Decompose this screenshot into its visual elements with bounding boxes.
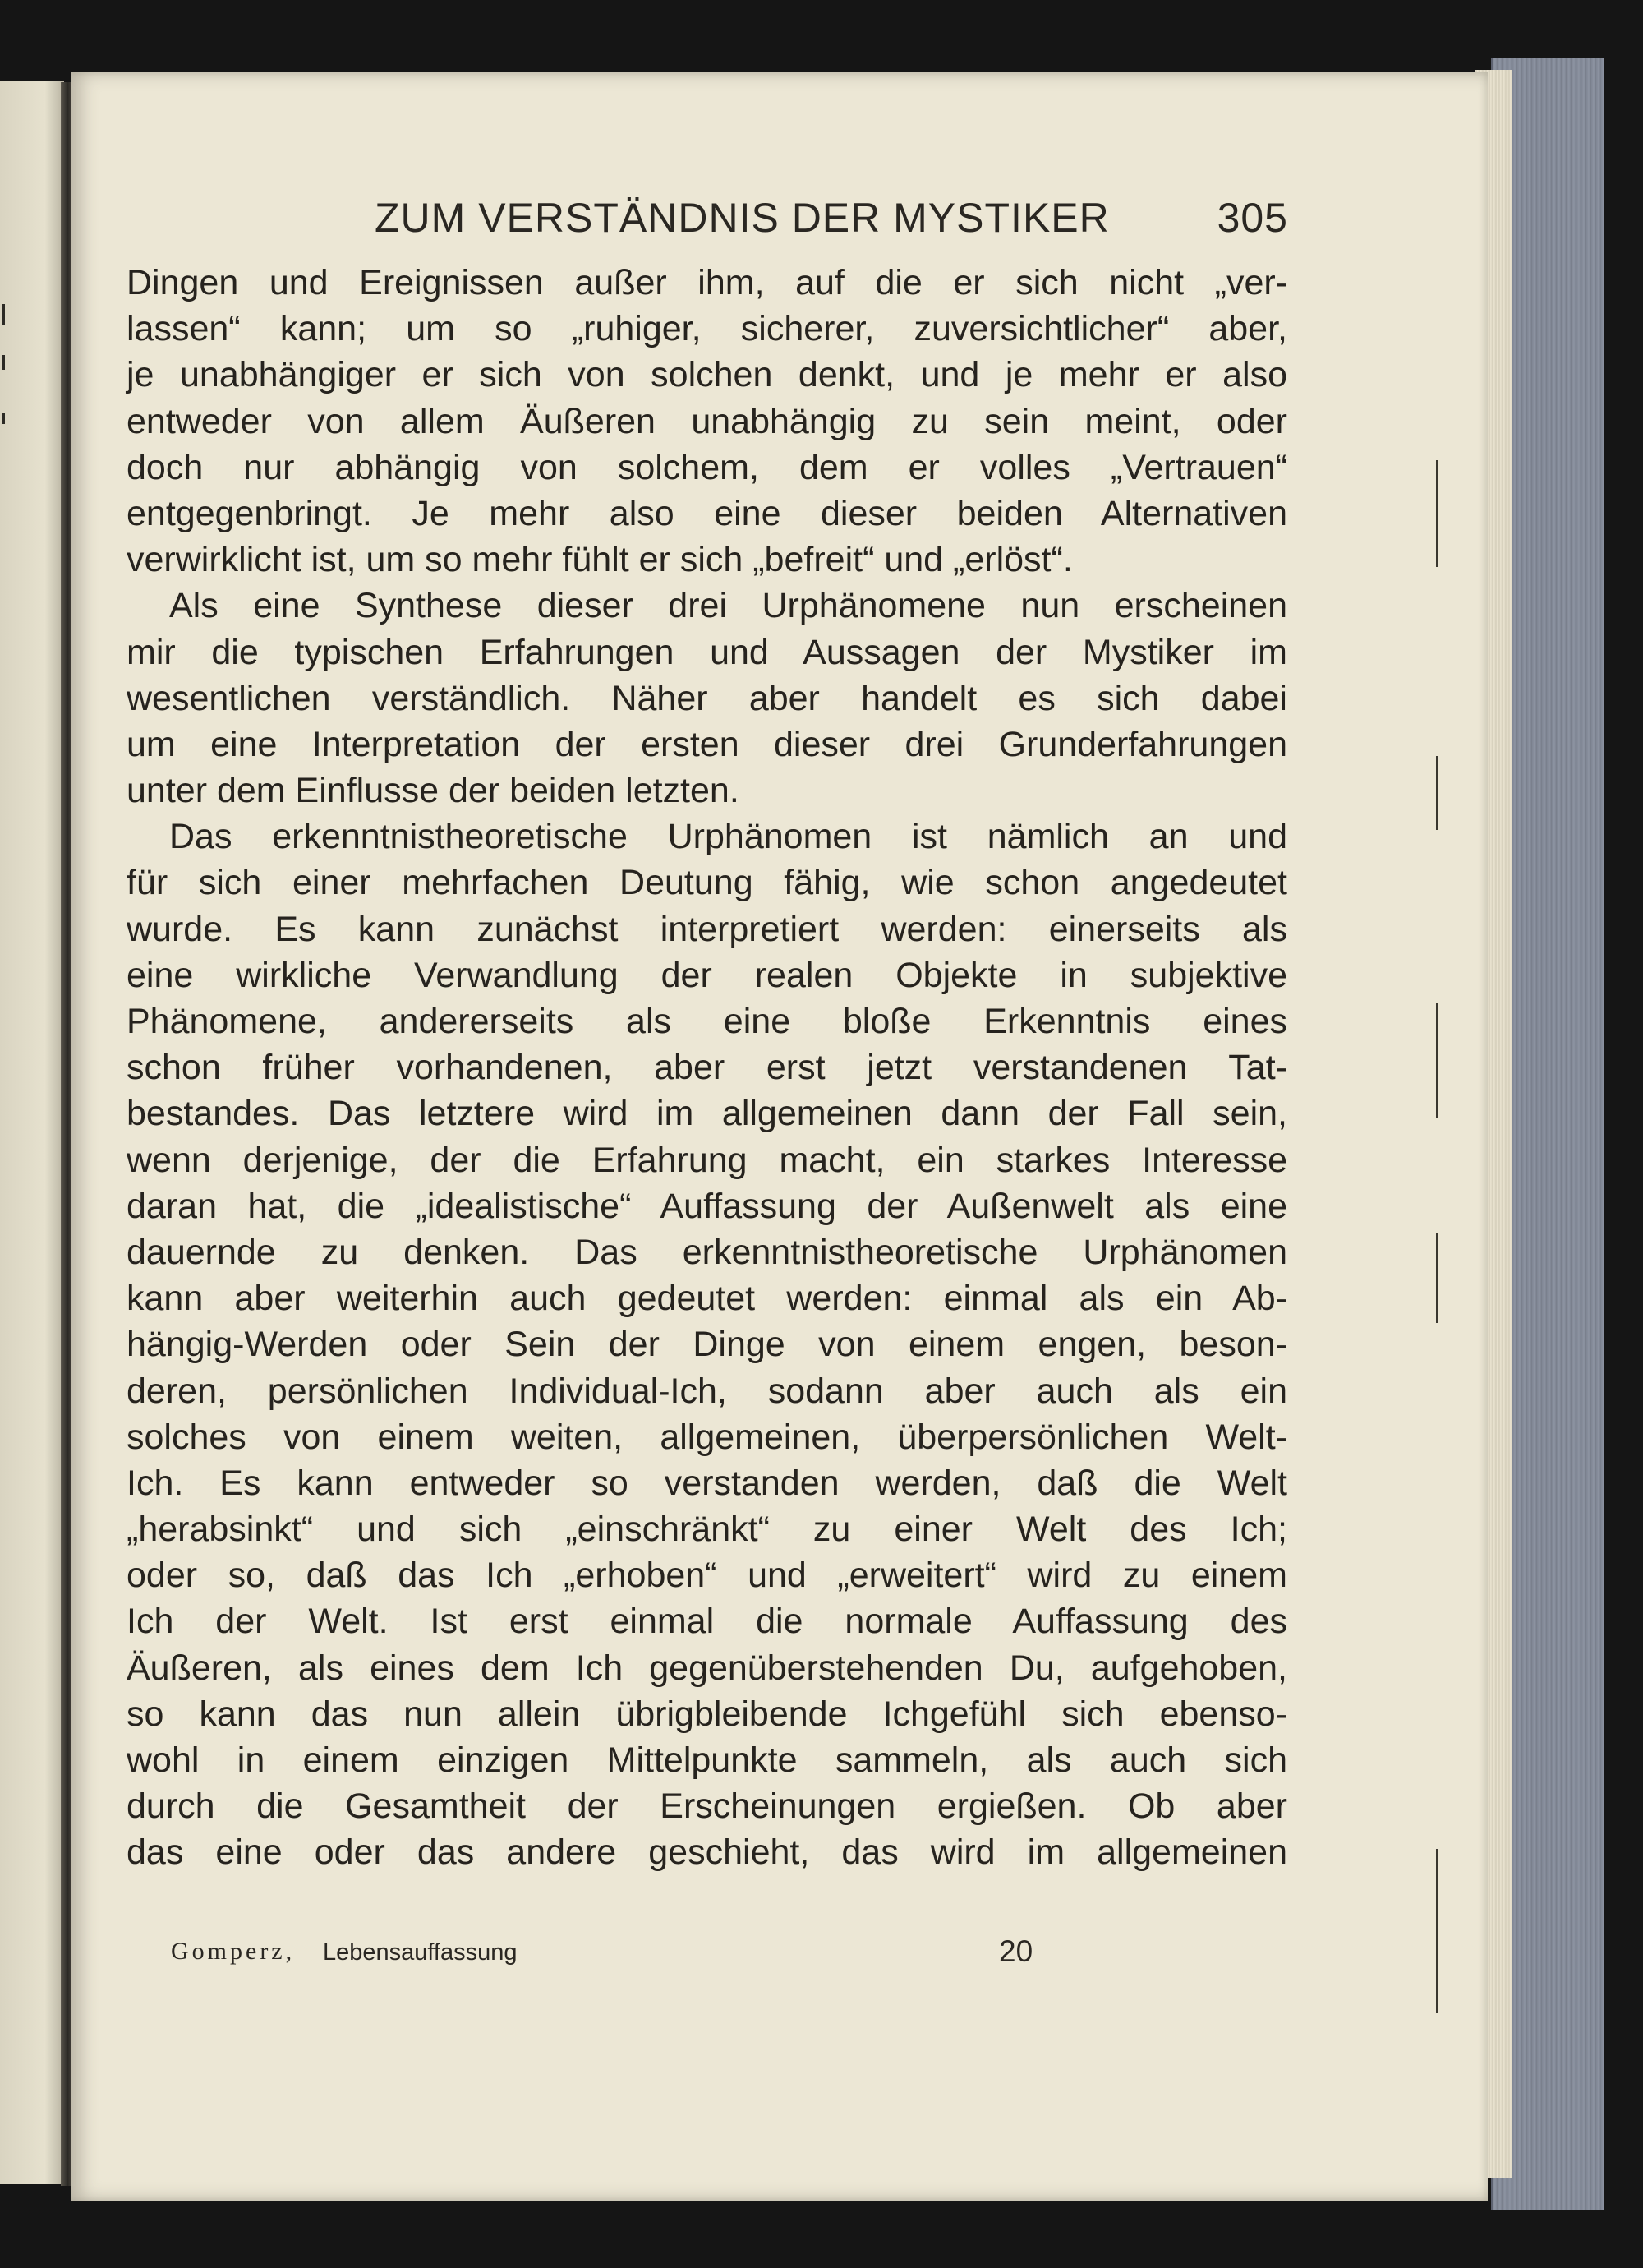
text-line: unter dem Einflusse der beiden letzten. [127, 771, 739, 811]
text-line: Ich. Es kann entweder so verstanden werden, daß die Welt [127, 1463, 1287, 1503]
text-line: Als eine Synthese dieser drei Urphänomene nun erscheinen [169, 586, 1287, 626]
text-line: wurde. Es kann zunächst interpretiert werden: einerseits als [127, 909, 1287, 949]
text-line: doch nur abhängig von solchem, dem er volles „Vertrauen“ [127, 447, 1287, 487]
text-line: verwirklicht ist, um so mehr fühlt er sich „befreit“ und „erlöst“. [127, 540, 1073, 580]
facing-page-edge [0, 81, 64, 2184]
page-edge-mark [1436, 1233, 1438, 1323]
text-line: lassen“ kann; um so „ruhiger, sicherer, zuversichtlicher“ aber, [127, 309, 1287, 349]
signature-mark: 20 [999, 1934, 1033, 1968]
text-line: entweder von allem Äußeren unabhängig zu sein meint, oder [127, 401, 1287, 441]
text-line: „herabsinkt“ und sich „einschränkt“ zu einer Welt des Ich; [127, 1510, 1287, 1550]
text-line: dauernde zu denken. Das erkenntnistheoretische Urphänomen [127, 1232, 1287, 1272]
facing-page-mark [2, 304, 5, 325]
page-header [301, 194, 1288, 251]
text-line: je unabhängiger er sich von solchen denkt, und je mehr er also [127, 355, 1287, 395]
text-line: wenn derjenige, der die Erfahrung macht, ein starkes Interesse [127, 1140, 1287, 1180]
page-number: 305 [1217, 195, 1288, 241]
text-line: eine wirkliche Verwandlung der realen Objekte in subjektive [127, 955, 1287, 995]
page-edge-mark [1436, 460, 1438, 567]
text-line: solches von einem weiten, allgemeinen, überpersönlichen Welt- [127, 1417, 1287, 1457]
text-line: Ich der Welt. Ist erst einmal die normale Auffassung des [127, 1602, 1287, 1642]
text-line: das eine oder das andere geschieht, das wird im allgemeinen [127, 1832, 1287, 1873]
book-page [71, 72, 1488, 2201]
footer-author: Gomperz, [171, 1938, 296, 1965]
text-line: entgegenbringt. Je mehr also eine dieser beiden Alternativen [127, 493, 1287, 533]
page-edge-mark [1436, 1849, 1438, 2013]
running-head: ZUM VERSTÄNDNIS DER MYSTIKER [375, 195, 1110, 241]
text-line: Phänomene, andererseits als eine bloße Erkenntnis eines [127, 1002, 1287, 1041]
text-line: deren, persönlichen Individual-Ich, sodann aber auch als ein [127, 1371, 1287, 1411]
text-line: hängig-Werden oder Sein der Dinge von einem engen, beson- [127, 1325, 1287, 1365]
text-line: mir die typischen Erfahrungen und Aussagen der Mystiker im [127, 632, 1287, 672]
text-line: schon früher vorhandenen, aber erst jetzt verstandenen Tat- [127, 1048, 1287, 1088]
text-line: um eine Interpretation der ersten dieser drei Grunderfahrungen [127, 724, 1287, 764]
body-text [127, 260, 1287, 1876]
page-footer [171, 1934, 1116, 1979]
text-line: Dingen und Ereignissen außer ihm, auf die er sich nicht „ver- [127, 263, 1287, 302]
footer-title: Lebensauffassung [323, 1939, 518, 1966]
text-line: Äußeren, als eines dem Ich gegenüberstehenden Du, aufgehoben, [127, 1648, 1287, 1688]
page-edge-mark [1436, 756, 1438, 830]
text-line: so kann das nun allein übrigbleibende Ichgefühl sich ebenso- [127, 1694, 1287, 1734]
facing-page-mark [2, 413, 5, 424]
page-edge-mark [1436, 1003, 1438, 1118]
text-line: bestandes. Das letztere wird im allgemeinen dann der Fall sein, [127, 1094, 1287, 1134]
facing-page-mark [2, 355, 5, 370]
text-line: durch die Gesamtheit der Erscheinungen ergießen. Ob aber [127, 1786, 1287, 1827]
text-line: daran hat, die „idealistische“ Auffassung der Außenwelt als eine [127, 1186, 1287, 1226]
text-line: Das erkenntnistheoretische Urphänomen ist nämlich an und [169, 817, 1287, 857]
text-line: kann aber weiterhin auch gedeutet werden: einmal als ein Ab- [127, 1279, 1287, 1319]
text-line: wohl in einem einzigen Mittelpunkte sammeln, als auch sich [127, 1740, 1287, 1780]
text-line: für sich einer mehrfachen Deutung fähig, wie schon angedeutet [127, 863, 1287, 903]
text-line: oder so, daß das Ich „erhoben“ und „erweitert“ wird zu einem [127, 1556, 1287, 1596]
text-line: wesentlichen verständlich. Näher aber handelt es sich dabei [127, 678, 1287, 718]
